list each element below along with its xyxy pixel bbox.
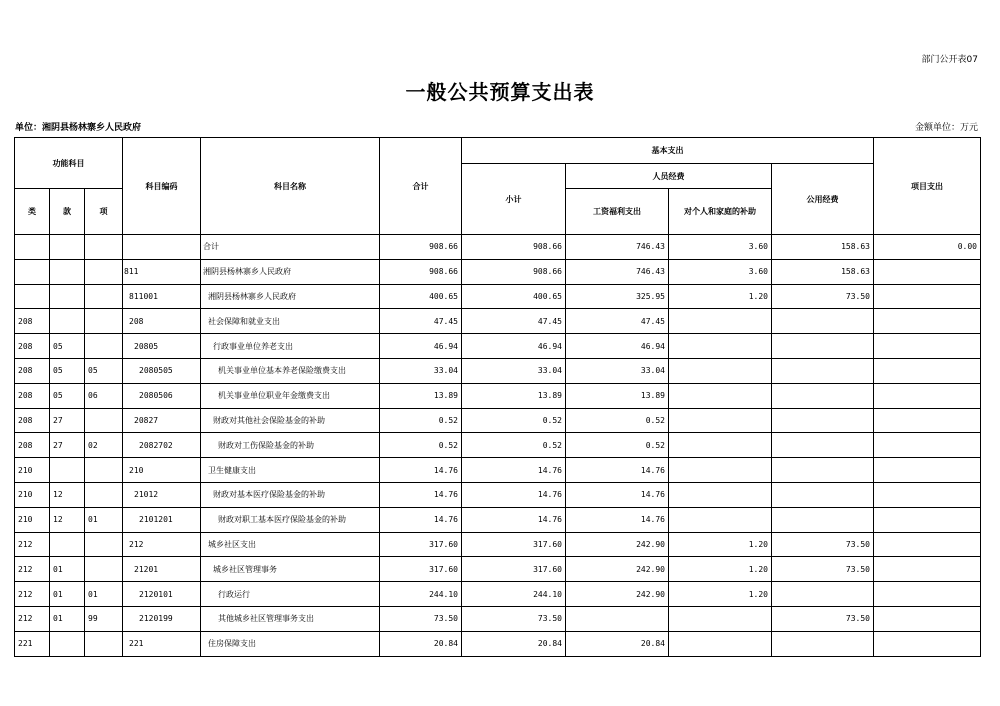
table-row [15,458,981,483]
cell-total: 400.65 [380,284,462,309]
header-basic-expenditure: 基本支出 [462,138,874,164]
cell-kuan [50,235,85,260]
cell-project [874,631,981,656]
cell-salary: 746.43 [566,259,669,284]
cell-public: 158.63 [772,235,874,260]
cell-subsidy [669,433,772,458]
cell-total: 317.60 [380,557,462,582]
cell-code: 2120101 [123,582,201,607]
cell-xiang [85,557,123,582]
cell-project [874,482,981,507]
table-row [15,309,981,334]
cell-public [772,334,874,359]
cell-public: 73.50 [772,532,874,557]
cell-project [874,532,981,557]
cell-lei: 208 [15,358,50,383]
cell-salary: 242.90 [566,557,669,582]
cell-kuan: 12 [50,507,85,532]
cell-total: 317.60 [380,532,462,557]
header-public-funds: 公用经费 [772,164,874,235]
cell-code: 208 [123,309,201,334]
cell-total: 20.84 [380,631,462,656]
cell-total: 33.04 [380,358,462,383]
cell-lei: 210 [15,458,50,483]
cell-total: 46.94 [380,334,462,359]
cell-salary: 46.94 [566,334,669,359]
cell-code: 20805 [123,334,201,359]
cell-salary: 47.45 [566,309,669,334]
cell-code: 221 [123,631,201,656]
cell-lei: 212 [15,532,50,557]
cell-public: 73.50 [772,284,874,309]
header-subtotal: 小计 [462,164,566,235]
cell-subtotal: 14.76 [462,507,566,532]
header-xiang: 项 [85,189,123,235]
cell-lei: 208 [15,334,50,359]
cell-lei: 210 [15,482,50,507]
table-row [15,507,981,532]
cell-code: 2080505 [123,358,201,383]
cell-project [874,507,981,532]
cell-lei: 212 [15,582,50,607]
cell-salary: 746.43 [566,235,669,260]
cell-public [772,408,874,433]
cell-total: 0.52 [380,433,462,458]
table-row [15,532,981,557]
cell-salary: 13.89 [566,383,669,408]
cell-name: 社会保障和就业支出 [201,309,380,334]
table-row [15,334,981,359]
cell-code: 212 [123,532,201,557]
cell-kuan: 01 [50,582,85,607]
cell-xiang: 01 [85,507,123,532]
cell-xiang: 01 [85,582,123,607]
cell-code: 2080506 [123,383,201,408]
cell-name: 行政运行 [201,582,380,607]
cell-lei: 208 [15,383,50,408]
cell-project [874,606,981,631]
cell-subtotal: 14.76 [462,458,566,483]
cell-subsidy [669,507,772,532]
cell-kuan: 01 [50,606,85,631]
header-name: 科目名称 [201,138,380,235]
cell-subtotal: 908.66 [462,235,566,260]
cell-salary: 14.76 [566,482,669,507]
cell-kuan [50,309,85,334]
cell-xiang [85,259,123,284]
cell-subsidy: 1.20 [669,557,772,582]
cell-subtotal: 0.52 [462,408,566,433]
cell-total: 14.76 [380,458,462,483]
cell-subsidy [669,631,772,656]
cell-salary: 325.95 [566,284,669,309]
cell-project [874,284,981,309]
table-row [15,557,981,582]
cell-subtotal: 20.84 [462,631,566,656]
cell-code: 21201 [123,557,201,582]
cell-xiang [85,284,123,309]
cell-kuan [50,532,85,557]
cell-kuan: 05 [50,334,85,359]
cell-name: 行政事业单位养老支出 [201,334,380,359]
cell-lei: 208 [15,309,50,334]
table-row [15,631,981,656]
cell-kuan [50,631,85,656]
cell-kuan: 01 [50,557,85,582]
cell-project [874,358,981,383]
cell-lei: 212 [15,557,50,582]
cell-name: 湘阴县杨林寨乡人民政府 [201,259,380,284]
cell-public [772,631,874,656]
unit-label: 单位：湘阴县杨林寨乡人民政府 [15,123,142,133]
cell-subsidy [669,334,772,359]
cell-code: 20827 [123,408,201,433]
cell-lei [15,284,50,309]
cell-lei: 212 [15,606,50,631]
cell-public [772,507,874,532]
cell-code: 811 [123,259,201,284]
cell-subtotal: 46.94 [462,334,566,359]
cell-xiang [85,458,123,483]
cell-code [123,235,201,260]
cell-public [772,309,874,334]
table-row [15,383,981,408]
cell-total: 73.50 [380,606,462,631]
cell-name: 财政对其他社会保险基金的补助 [201,408,380,433]
cell-subsidy [669,309,772,334]
cell-subtotal: 13.89 [462,383,566,408]
cell-lei: 208 [15,408,50,433]
cell-subtotal: 47.45 [462,309,566,334]
cell-public: 73.50 [772,557,874,582]
table-row [15,358,981,383]
cell-subtotal: 14.76 [462,482,566,507]
cell-lei [15,235,50,260]
cell-name: 合计 [201,235,380,260]
cell-name: 财政对职工基本医疗保险基金的补助 [201,507,380,532]
cell-salary: 0.52 [566,408,669,433]
cell-subtotal: 0.52 [462,433,566,458]
cell-total: 244.10 [380,582,462,607]
cell-name: 城乡社区管理事务 [201,557,380,582]
cell-project [874,408,981,433]
cell-kuan: 05 [50,383,85,408]
cell-subsidy [669,482,772,507]
cell-subsidy: 3.60 [669,259,772,284]
header-code: 科目编码 [123,138,201,235]
header-kuan: 款 [50,189,85,235]
cell-code: 811001 [123,284,201,309]
cell-salary: 20.84 [566,631,669,656]
cell-subsidy: 1.20 [669,284,772,309]
cell-project [874,582,981,607]
cell-xiang: 99 [85,606,123,631]
cell-public: 158.63 [772,259,874,284]
header-salary: 工资福利支出 [566,189,669,235]
cell-kuan: 27 [50,408,85,433]
cell-project [874,458,981,483]
cell-subsidy [669,408,772,433]
cell-name: 城乡社区支出 [201,532,380,557]
header-lei: 类 [15,189,50,235]
cell-xiang [85,532,123,557]
table-row [15,433,981,458]
header-function-subject: 功能科目 [15,138,123,189]
cell-xiang [85,408,123,433]
cell-total: 14.76 [380,507,462,532]
cell-project: 0.00 [874,235,981,260]
table-row [15,259,981,284]
table-row [15,235,981,260]
cell-kuan [50,284,85,309]
form-number-label: 部门公开表07 [921,55,978,65]
cell-total: 0.52 [380,408,462,433]
table-row [15,284,981,309]
cell-code: 210 [123,458,201,483]
cell-salary: 0.52 [566,433,669,458]
cell-subtotal: 73.50 [462,606,566,631]
cell-name: 机关事业单位基本养老保险缴费支出 [201,358,380,383]
cell-xiang [85,235,123,260]
cell-xiang: 05 [85,358,123,383]
cell-subsidy [669,358,772,383]
budget-table [14,137,981,657]
cell-name: 其他城乡社区管理事务支出 [201,606,380,631]
cell-kuan [50,458,85,483]
header-subsidy: 对个人和家庭的补助 [669,189,772,235]
cell-public: 73.50 [772,606,874,631]
cell-name: 机关事业单位职业年金缴费支出 [201,383,380,408]
cell-kuan: 12 [50,482,85,507]
cell-lei: 221 [15,631,50,656]
header-project-expenditure: 项目支出 [874,138,981,235]
cell-public [772,482,874,507]
cell-total: 14.76 [380,482,462,507]
cell-subsidy: 1.20 [669,532,772,557]
cell-code: 2082702 [123,433,201,458]
cell-subsidy [669,383,772,408]
cell-subsidy: 1.20 [669,582,772,607]
cell-total: 908.66 [380,235,462,260]
cell-name: 财政对工伤保险基金的补助 [201,433,380,458]
cell-project [874,334,981,359]
cell-kuan [50,259,85,284]
cell-total: 47.45 [380,309,462,334]
header-personnel: 人员经费 [566,164,772,189]
cell-subsidy [669,458,772,483]
cell-kuan: 05 [50,358,85,383]
cell-xiang: 06 [85,383,123,408]
cell-public [772,582,874,607]
cell-lei: 210 [15,507,50,532]
cell-project [874,557,981,582]
cell-salary: 14.76 [566,507,669,532]
cell-project [874,259,981,284]
cell-code: 2101201 [123,507,201,532]
cell-total: 13.89 [380,383,462,408]
cell-name: 住房保障支出 [201,631,380,656]
table-row [15,482,981,507]
table-row [15,606,981,631]
cell-subtotal: 908.66 [462,259,566,284]
cell-salary: 33.04 [566,358,669,383]
table-row [15,408,981,433]
cell-public [772,433,874,458]
cell-code: 21012 [123,482,201,507]
cell-xiang: 02 [85,433,123,458]
cell-salary [566,606,669,631]
cell-subsidy: 3.60 [669,235,772,260]
cell-subtotal: 33.04 [462,358,566,383]
cell-project [874,383,981,408]
cell-subsidy [669,606,772,631]
cell-public [772,383,874,408]
money-unit-label: 金额单位：万元 [914,123,978,133]
cell-subtotal: 400.65 [462,284,566,309]
cell-salary: 242.90 [566,582,669,607]
cell-subtotal: 317.60 [462,532,566,557]
cell-lei: 208 [15,433,50,458]
cell-salary: 14.76 [566,458,669,483]
cell-salary: 242.90 [566,532,669,557]
header-total: 合计 [380,138,462,235]
page-title: 一般公共预算支出表 [405,80,595,104]
table-row [15,582,981,607]
cell-subtotal: 317.60 [462,557,566,582]
cell-subtotal: 244.10 [462,582,566,607]
cell-xiang [85,334,123,359]
cell-name: 财政对基本医疗保险基金的补助 [201,482,380,507]
cell-total: 908.66 [380,259,462,284]
cell-project [874,433,981,458]
cell-lei [15,259,50,284]
cell-name: 卫生健康支出 [201,458,380,483]
cell-name: 湘阴县杨林寨乡人民政府 [201,284,380,309]
cell-xiang [85,482,123,507]
cell-xiang [85,631,123,656]
cell-project [874,309,981,334]
cell-kuan: 27 [50,433,85,458]
cell-code: 2120199 [123,606,201,631]
cell-public [772,458,874,483]
cell-xiang [85,309,123,334]
cell-public [772,358,874,383]
